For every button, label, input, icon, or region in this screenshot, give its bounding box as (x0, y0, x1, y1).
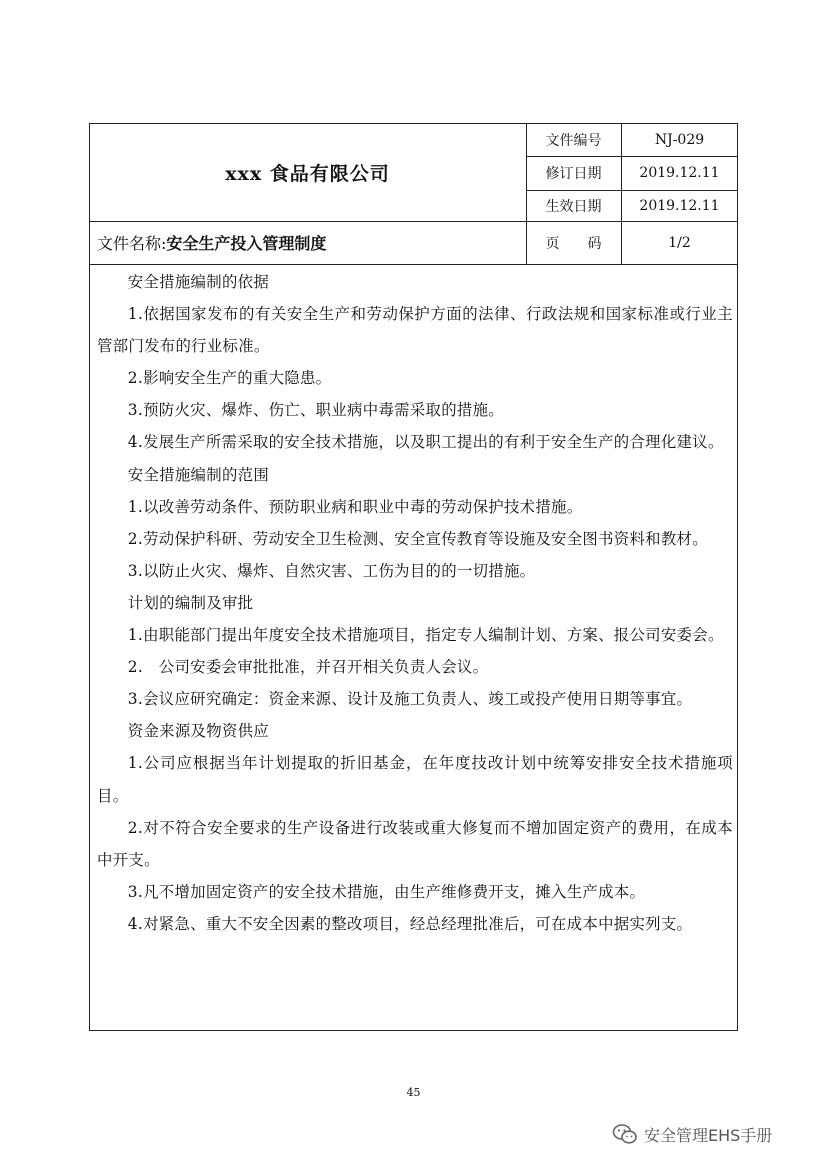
paragraph: 3.预防火灾、爆炸、伤亡、职业病中毒需采取的措施。 (127, 401, 504, 420)
effective-date-value: 2019.12.11 (639, 197, 720, 214)
section-heading: 安全措施编制的范围 (127, 465, 270, 484)
company-name: xxx 食品有限公司 (225, 162, 390, 185)
doc-number-value: NJ-029 (654, 131, 705, 148)
section-heading: 资金来源及物资供应 (127, 722, 270, 741)
file-name-label: 文件名称: (97, 233, 167, 253)
revision-date-value: 2019.12.11 (639, 165, 720, 181)
section-heading: 安全措施编制的依据 (127, 273, 270, 291)
file-name-value: 安全生产投入管理制度 (166, 233, 327, 253)
page-number: 45 (406, 1086, 421, 1099)
paragraph: 2.对不符合安全要求的生产设备进行改装或重大修复而不增加固定资产的费用，在成本中开支。 (97, 818, 733, 869)
watermark-text: 安全管理EHS手册 (644, 1125, 773, 1145)
paragraph: 3.凡不增加固定资产的安全技术措施，由生产维修费开支，摊入生产成本。 (127, 882, 646, 901)
paragraph: 1.由职能部门提出年度安全技术措施项目，指定专人编制计划、方案、报公司安委会。 (127, 626, 724, 645)
paragraph: 4.对紧急、重大不安全因素的整改项目，经总经理批准后，可在成本中据实列支。 (127, 914, 693, 933)
paragraph: 1.公司应根据当年计划提取的折旧基金，在年度技改计划中统筹安排安全技术措施项目。 (97, 754, 733, 805)
paragraph: 1.以改善劳动条件、预防职业病和职业中毒的劳动保护技术措施。 (127, 497, 583, 516)
effective-date-label: 生效日期 (545, 198, 602, 215)
paragraph: 1.依据国家发布的有关安全生产和劳动保护方面的法律、行政法规和国家标准或行业主管部门发布的行业标准。 (97, 305, 733, 356)
paragraph: 2.劳动保护科研、劳动安全卫生检测、安全宣传教育等设施及安全图书资料和教材。 (127, 529, 708, 548)
paragraph: 3.会议应研究确定：资金来源、设计及施工负责人、竣工或投产使用日期等事宜。 (127, 690, 693, 709)
paragraph: 2.影响安全生产的重大隐患。 (127, 369, 332, 388)
paragraph: 3.以防止火灾、爆炸、自然灾害、工伤为目的的一切措施。 (127, 561, 536, 580)
revision-date-label: 修订日期 (545, 166, 602, 182)
paragraph: 4.发展生产所需采取的安全技术措施，以及职工提出的有利于安全生产的合理化建议。 (127, 433, 724, 452)
watermark (612, 1121, 772, 1147)
wechat-icon (612, 1123, 638, 1145)
paragraph: 2. 公司安委会审批批准，并召开相关负责人会议。 (127, 658, 489, 677)
section-heading: 计划的编制及审批 (127, 593, 254, 612)
file-name-row (97, 221, 326, 263)
doc-number-label: 文件编号 (545, 132, 602, 149)
page-label: 页 码 (545, 235, 602, 252)
content-divider (89, 264, 738, 265)
page-value: 1/2 (668, 234, 691, 251)
document-body (97, 266, 733, 940)
